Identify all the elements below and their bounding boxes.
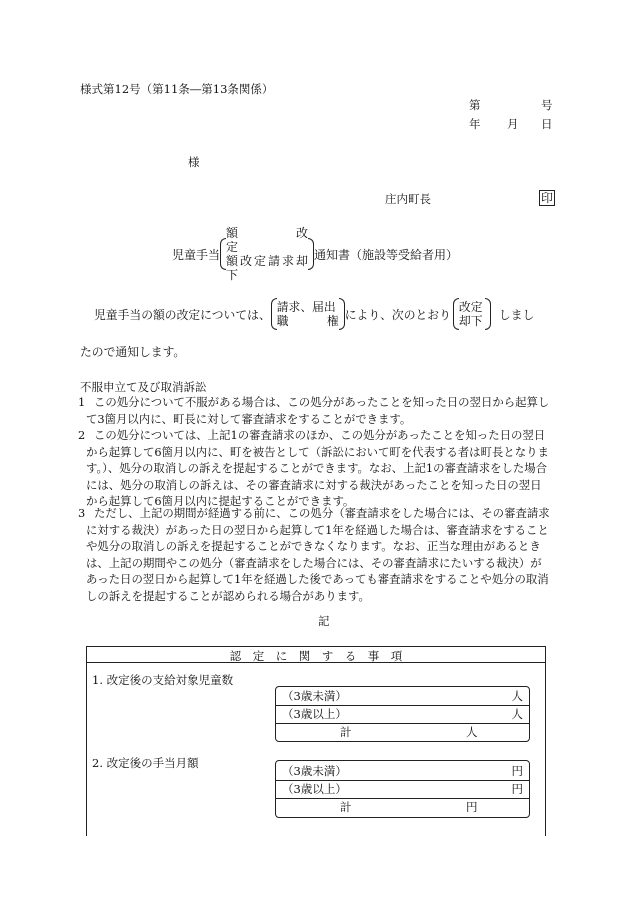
title-option-2: 額改定請求却下 bbox=[226, 254, 309, 282]
item-text: ただし、上記の期間が経過する前に、この処分（審査請求をした場合には、その審査請求に対する裁決）があった日の翌日から起算して1年を経過した場合は、審査請求をすることや処分の取消しの訴えを提起することができなくなります。なお、正当な理由があるときは、上記の期間やこの処分（審査請求をした場合には、その審査請求にたいする裁決）があった日の翌日から起算して1年を経過した後であっても審査請求をすることや処分の取消しの訴えを提起することが認められる場合があります。 bbox=[86, 506, 550, 603]
item-text: この処分については、上記1の審査請求のほか、この処分があったことを知った日の翌日から起算して6箇月以内に、町を被告として（訴訟において町を代表する者は町長となります。）、処分の取消しの訴えを提起することができます。なお、上記1の審査請求をした場合には、処分の取消しの訴えは、その審査請求に対する裁決があったことを知った日の翌日から起算して6箇月以内に提起することができます。 bbox=[86, 428, 549, 508]
form-number: 様式第12号（第11条―第13条関係） bbox=[80, 82, 274, 96]
row-unit: 円 bbox=[511, 782, 523, 796]
section1-label: 1. 改定後の支給対象児童数 bbox=[92, 673, 234, 687]
title-suffix: 通知書（施設等受給者用） bbox=[314, 247, 459, 262]
date-year: 年 bbox=[469, 117, 481, 131]
row-over-3 bbox=[276, 705, 529, 723]
issuer-name: 庄内町長 bbox=[385, 192, 431, 206]
row-under-3 bbox=[276, 762, 529, 780]
item-number: 2 bbox=[78, 428, 86, 442]
addressee-suffix: 様 bbox=[188, 155, 200, 169]
body-part1: 児童手当の額の改定については、 bbox=[94, 307, 271, 322]
decision-options bbox=[459, 300, 485, 328]
body-sentence bbox=[94, 297, 534, 331]
total-label: 計 bbox=[340, 725, 352, 739]
table-header: 認 定 に 関 す る 事 項 bbox=[229, 649, 403, 663]
row-unit: 人 bbox=[511, 689, 523, 703]
monthly-amount-box bbox=[275, 760, 530, 818]
reason-option-1: 請求、届出 bbox=[276, 300, 336, 314]
doc-no-dai: 第 bbox=[469, 98, 481, 112]
row-label: （3歳未満） bbox=[282, 764, 347, 778]
table-right-border bbox=[545, 646, 546, 836]
decision-option-1: 改定 bbox=[458, 300, 483, 314]
reason-options bbox=[277, 300, 339, 328]
total-unit: 円 bbox=[466, 800, 478, 814]
doc-no-go: 号 bbox=[541, 98, 553, 112]
title-options bbox=[226, 226, 333, 282]
date-month: 月 bbox=[507, 117, 519, 131]
section2-label: 2. 改定後の手当月額 bbox=[92, 756, 199, 770]
appeal-item-3 bbox=[78, 505, 552, 604]
total-label: 計 bbox=[340, 800, 352, 814]
seal-stamp: 印 bbox=[541, 191, 554, 205]
body-part3: しまし bbox=[498, 307, 535, 322]
row-unit: 円 bbox=[511, 764, 523, 778]
row-total bbox=[276, 798, 529, 816]
row-label: （3歳以上） bbox=[282, 782, 347, 796]
title-option-1: 額 改 定 bbox=[226, 226, 333, 254]
ki-marker: 記 bbox=[318, 614, 330, 628]
row-total bbox=[276, 723, 529, 741]
table-left-border bbox=[86, 646, 87, 836]
title-prefix: 児童手当 bbox=[172, 247, 221, 262]
body-part4: たので通知します。 bbox=[80, 345, 186, 359]
table-top-border bbox=[86, 646, 546, 647]
total-unit: 人 bbox=[466, 725, 478, 739]
item-text: この処分について不服がある場合は、この処分があったことを知った日の翌日から起算して3箇月以内に、町長に対して審査請求をすることができます。 bbox=[86, 395, 550, 426]
date-day: 日 bbox=[541, 117, 553, 131]
item-number: 1 bbox=[78, 395, 86, 409]
decision-option-2: 却下 bbox=[458, 314, 483, 328]
row-over-3 bbox=[276, 780, 529, 798]
row-label: （3歳未満） bbox=[282, 689, 347, 703]
reason-option-2: 職 権 bbox=[276, 314, 339, 328]
row-unit: 人 bbox=[511, 707, 523, 721]
row-label: （3歳以上） bbox=[282, 707, 347, 721]
appeal-heading: 不服申立て及び取消訴訟 bbox=[80, 380, 207, 394]
children-count-box bbox=[275, 686, 530, 742]
appeal-item-1 bbox=[78, 394, 552, 427]
appeal-item-2 bbox=[78, 427, 552, 510]
body-part2: により、次のとおり bbox=[344, 307, 451, 322]
document-title bbox=[172, 226, 459, 282]
item-number: 3 bbox=[78, 506, 86, 520]
bracket-right bbox=[485, 298, 491, 330]
row-under-3 bbox=[276, 687, 529, 705]
